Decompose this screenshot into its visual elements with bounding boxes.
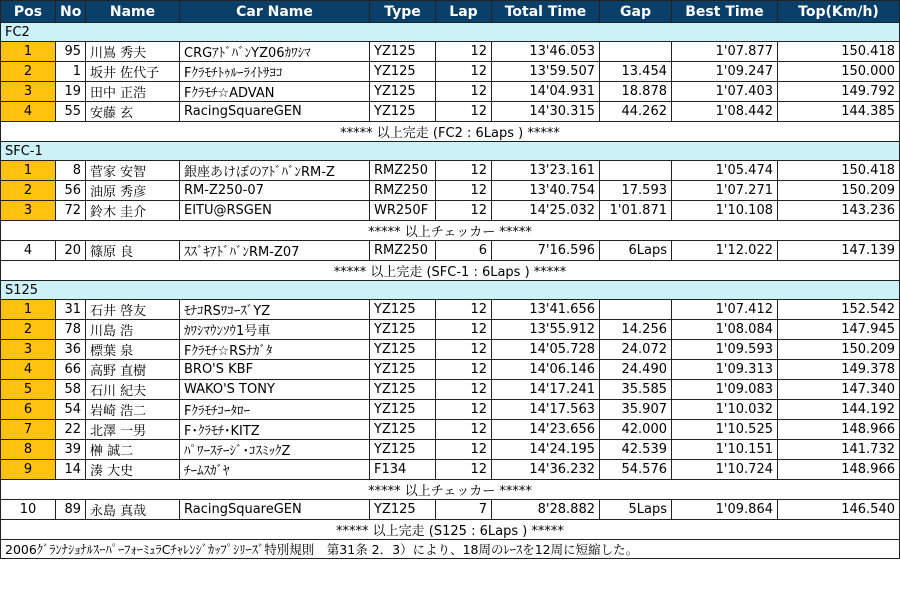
cell-type: RMZ250 — [370, 161, 436, 181]
cell-total: 14'24.195 — [492, 440, 600, 460]
cell-best: 1'08.084 — [672, 320, 778, 340]
cell-type: F134 — [370, 460, 436, 480]
finish-note-text: ***** 以上完走 (S125 : 6Laps ) ***** — [1, 520, 900, 540]
result-row — [1, 82, 900, 102]
cell-lap: 12 — [436, 460, 492, 480]
cell-name: 永島 真哉 — [86, 500, 180, 520]
cell-best: 1'07.412 — [672, 300, 778, 320]
cell-total: 14'23.656 — [492, 420, 600, 440]
class-header-text: SFC-1 — [1, 142, 900, 161]
cell-car: RacingSquareGEN — [180, 102, 370, 122]
cell-pos: 4 — [1, 241, 56, 261]
result-row — [1, 440, 900, 460]
cell-type: YZ125 — [370, 380, 436, 400]
cell-car: Fｸﾗﾓﾁ☆ADVAN — [180, 82, 370, 102]
cell-type: YZ125 — [370, 102, 436, 122]
cell-total: 7'16.596 — [492, 241, 600, 261]
cell-best: 1'07.403 — [672, 82, 778, 102]
cell-type: YZ125 — [370, 42, 436, 62]
result-row — [1, 460, 900, 480]
cell-no: 56 — [56, 181, 86, 201]
cell-total: 14'06.146 — [492, 360, 600, 380]
cell-lap: 12 — [436, 161, 492, 181]
cell-car: Fｸﾗﾓﾁｺｰﾀﾛｰ — [180, 400, 370, 420]
cell-top: 144.192 — [778, 400, 900, 420]
cell-gap — [600, 300, 672, 320]
header-no: No — [56, 1, 86, 23]
cell-no: 66 — [56, 360, 86, 380]
cell-car: ｶﾜｼﾏｳﾝｿｳ1号車 — [180, 320, 370, 340]
result-row — [1, 360, 900, 380]
cell-total: 8'28.882 — [492, 500, 600, 520]
cell-name: 安藤 玄 — [86, 102, 180, 122]
cell-best: 1'08.442 — [672, 102, 778, 122]
cell-car: ﾊﾟﾜｰｽﾃｰｼﾞ･ｺｽﾐｯｸZ — [180, 440, 370, 460]
cell-car: RacingSquareGEN — [180, 500, 370, 520]
cell-total: 14'30.315 — [492, 102, 600, 122]
cell-pos: 5 — [1, 380, 56, 400]
cell-pos: 4 — [1, 360, 56, 380]
cell-gap: 42.000 — [600, 420, 672, 440]
cell-no: 31 — [56, 300, 86, 320]
cell-type: YZ125 — [370, 400, 436, 420]
class-header — [1, 142, 900, 161]
cell-name: 高野 直樹 — [86, 360, 180, 380]
cell-total: 14'17.241 — [492, 380, 600, 400]
cell-gap: 54.576 — [600, 460, 672, 480]
cell-pos: 10 — [1, 500, 56, 520]
cell-pos: 8 — [1, 440, 56, 460]
cell-no: 19 — [56, 82, 86, 102]
cell-top: 143.236 — [778, 201, 900, 221]
cell-type: WR250F — [370, 201, 436, 221]
result-row — [1, 320, 900, 340]
result-row — [1, 500, 900, 520]
cell-pos: 1 — [1, 300, 56, 320]
cell-total: 13'23.161 — [492, 161, 600, 181]
cell-total: 13'55.912 — [492, 320, 600, 340]
cell-total: 14'05.728 — [492, 340, 600, 360]
header-top-speed: Top(Km/h) — [778, 1, 900, 23]
cell-no: 55 — [56, 102, 86, 122]
cell-no: 39 — [56, 440, 86, 460]
class-header-text: FC2 — [1, 23, 900, 42]
cell-name: 川島 浩 — [86, 320, 180, 340]
cell-lap: 12 — [436, 420, 492, 440]
cell-name: 鈴木 圭介 — [86, 201, 180, 221]
checker-note — [1, 480, 900, 500]
cell-car: 銀座あけぼのｱﾄﾞﾊﾞﾝRM-Z — [180, 161, 370, 181]
finish-note-text: ***** 以上完走 (FC2 : 6Laps ) ***** — [1, 122, 900, 142]
cell-lap: 12 — [436, 440, 492, 460]
header-total-time: Total Time — [492, 1, 600, 23]
cell-no: 78 — [56, 320, 86, 340]
cell-best: 1'12.022 — [672, 241, 778, 261]
cell-top: 150.418 — [778, 42, 900, 62]
cell-gap — [600, 161, 672, 181]
result-row — [1, 102, 900, 122]
finish-note — [1, 261, 900, 281]
cell-name: 北澤 一男 — [86, 420, 180, 440]
class-header-text: S125 — [1, 281, 900, 300]
cell-lap: 12 — [436, 62, 492, 82]
cell-pos: 2 — [1, 62, 56, 82]
cell-name: 坂井 佐代子 — [86, 62, 180, 82]
cell-no: 22 — [56, 420, 86, 440]
header-car-name: Car Name — [180, 1, 370, 23]
cell-car: EITU@RSGEN — [180, 201, 370, 221]
cell-total: 14'17.563 — [492, 400, 600, 420]
cell-top: 150.209 — [778, 340, 900, 360]
cell-best: 1'09.247 — [672, 62, 778, 82]
cell-no: 95 — [56, 42, 86, 62]
cell-no: 89 — [56, 500, 86, 520]
cell-top: 149.378 — [778, 360, 900, 380]
class-header — [1, 23, 900, 42]
cell-lap: 7 — [436, 500, 492, 520]
cell-gap — [600, 42, 672, 62]
cell-type: RMZ250 — [370, 241, 436, 261]
result-row — [1, 400, 900, 420]
regulation-note-text: 2006ｸﾞﾗﾝﾅｼｮﾅﾙｽｰﾊﾟｰﾌｫｰﾐｭﾗCﾁｬﾚﾝｼﾞｶｯﾌﾟｼﾘｰｽﾞ特別規則 第31条 2．3）により、18周のﾚｰｽを12周に短縮した。 — [1, 540, 900, 559]
cell-pos: 2 — [1, 320, 56, 340]
cell-no: 20 — [56, 241, 86, 261]
result-row — [1, 42, 900, 62]
cell-type: YZ125 — [370, 320, 436, 340]
cell-total: 13'59.507 — [492, 62, 600, 82]
cell-car: Fｸﾗﾓﾁﾄｩﾙｰﾗｲﾄｻﾖｺ — [180, 62, 370, 82]
header-type: Type — [370, 1, 436, 23]
cell-lap: 12 — [436, 400, 492, 420]
cell-lap: 12 — [436, 201, 492, 221]
cell-type: YZ125 — [370, 500, 436, 520]
cell-gap: 1'01.871 — [600, 201, 672, 221]
cell-best: 1'09.593 — [672, 340, 778, 360]
finish-note — [1, 122, 900, 142]
cell-type: YZ125 — [370, 300, 436, 320]
cell-best: 1'09.083 — [672, 380, 778, 400]
cell-top: 146.540 — [778, 500, 900, 520]
cell-top: 148.966 — [778, 420, 900, 440]
cell-car: ﾓﾅｺRSﾜｺｰｽﾞYZ — [180, 300, 370, 320]
cell-type: YZ125 — [370, 62, 436, 82]
cell-lap: 12 — [436, 320, 492, 340]
class-header — [1, 281, 900, 300]
cell-gap: 42.539 — [600, 440, 672, 460]
cell-pos: 1 — [1, 42, 56, 62]
cell-gap: 13.454 — [600, 62, 672, 82]
finish-note — [1, 520, 900, 540]
cell-best: 1'09.313 — [672, 360, 778, 380]
cell-name: 川嶌 秀夫 — [86, 42, 180, 62]
checker-note-text: ***** 以上チェッカー ***** — [1, 480, 900, 500]
result-row — [1, 241, 900, 261]
header-gap: Gap — [600, 1, 672, 23]
cell-total: 13'40.754 — [492, 181, 600, 201]
cell-top: 152.542 — [778, 300, 900, 320]
cell-best: 1'07.877 — [672, 42, 778, 62]
cell-total: 13'46.053 — [492, 42, 600, 62]
result-row — [1, 62, 900, 82]
cell-best: 1'10.525 — [672, 420, 778, 440]
cell-gap: 17.593 — [600, 181, 672, 201]
cell-pos: 3 — [1, 340, 56, 360]
cell-best: 1'10.151 — [672, 440, 778, 460]
cell-top: 150.000 — [778, 62, 900, 82]
cell-total: 14'04.931 — [492, 82, 600, 102]
cell-pos: 2 — [1, 181, 56, 201]
cell-name: 田中 正浩 — [86, 82, 180, 102]
header-best-time: Best Time — [672, 1, 778, 23]
cell-no: 14 — [56, 460, 86, 480]
cell-no: 58 — [56, 380, 86, 400]
result-row — [1, 300, 900, 320]
cell-no: 36 — [56, 340, 86, 360]
cell-name: 湊 大史 — [86, 460, 180, 480]
cell-gap: 24.490 — [600, 360, 672, 380]
cell-lap: 12 — [436, 340, 492, 360]
cell-car: CRGｱﾄﾞﾊﾞﾝYZ06ｶﾜｼﾏ — [180, 42, 370, 62]
cell-top: 147.945 — [778, 320, 900, 340]
cell-type: RMZ250 — [370, 181, 436, 201]
cell-top: 147.139 — [778, 241, 900, 261]
cell-car: Fｸﾗﾓﾁ☆RSﾅｶﾞﾀ — [180, 340, 370, 360]
cell-lap: 6 — [436, 241, 492, 261]
cell-car: WAKO'S TONY — [180, 380, 370, 400]
result-row — [1, 380, 900, 400]
cell-gap: 24.072 — [600, 340, 672, 360]
cell-pos: 4 — [1, 102, 56, 122]
cell-name: 標葉 泉 — [86, 340, 180, 360]
cell-gap: 18.878 — [600, 82, 672, 102]
cell-total: 14'25.032 — [492, 201, 600, 221]
cell-lap: 12 — [436, 300, 492, 320]
cell-gap: 5Laps — [600, 500, 672, 520]
cell-name: 篠原 良 — [86, 241, 180, 261]
header-lap: Lap — [436, 1, 492, 23]
cell-name: 石川 紀夫 — [86, 380, 180, 400]
cell-no: 72 — [56, 201, 86, 221]
cell-lap: 12 — [436, 102, 492, 122]
cell-name: 岩崎 浩二 — [86, 400, 180, 420]
cell-no: 54 — [56, 400, 86, 420]
cell-top: 150.209 — [778, 181, 900, 201]
checker-note-text: ***** 以上チェッカー ***** — [1, 221, 900, 241]
cell-best: 1'10.108 — [672, 201, 778, 221]
result-row — [1, 201, 900, 221]
cell-type: YZ125 — [370, 360, 436, 380]
cell-best: 1'10.724 — [672, 460, 778, 480]
cell-name: 榊 誠二 — [86, 440, 180, 460]
cell-car: ﾁｰﾑｽｶﾞﾔ — [180, 460, 370, 480]
cell-lap: 12 — [436, 82, 492, 102]
cell-top: 147.340 — [778, 380, 900, 400]
result-row — [1, 181, 900, 201]
cell-total: 14'36.232 — [492, 460, 600, 480]
cell-gap: 44.262 — [600, 102, 672, 122]
cell-pos: 7 — [1, 420, 56, 440]
result-row — [1, 340, 900, 360]
cell-type: YZ125 — [370, 82, 436, 102]
cell-best: 1'05.474 — [672, 161, 778, 181]
cell-top: 149.792 — [778, 82, 900, 102]
cell-best: 1'07.271 — [672, 181, 778, 201]
result-row — [1, 161, 900, 181]
checker-note — [1, 221, 900, 241]
cell-lap: 12 — [436, 360, 492, 380]
regulation-note — [1, 540, 900, 559]
cell-top: 144.385 — [778, 102, 900, 122]
cell-no: 1 — [56, 62, 86, 82]
cell-name: 菅家 安智 — [86, 161, 180, 181]
cell-top: 141.732 — [778, 440, 900, 460]
cell-top: 148.966 — [778, 460, 900, 480]
result-row — [1, 420, 900, 440]
header-row — [1, 1, 900, 23]
cell-name: 油原 秀彦 — [86, 181, 180, 201]
cell-type: YZ125 — [370, 420, 436, 440]
header-pos: Pos — [1, 1, 56, 23]
cell-name: 石井 啓友 — [86, 300, 180, 320]
cell-best: 1'10.032 — [672, 400, 778, 420]
cell-gap: 35.907 — [600, 400, 672, 420]
cell-lap: 12 — [436, 181, 492, 201]
cell-top: 150.418 — [778, 161, 900, 181]
cell-lap: 12 — [436, 42, 492, 62]
finish-note-text: ***** 以上完走 (SFC-1 : 6Laps ) ***** — [1, 261, 900, 281]
cell-pos: 1 — [1, 161, 56, 181]
cell-pos: 3 — [1, 201, 56, 221]
cell-pos: 3 — [1, 82, 56, 102]
cell-car: ｽｽﾞｷｱﾄﾞﾊﾞﾝRM-Z07 — [180, 241, 370, 261]
cell-no: 8 — [56, 161, 86, 181]
cell-type: YZ125 — [370, 440, 436, 460]
header-name: Name — [86, 1, 180, 23]
cell-car: F･ｸﾗﾓﾁ･KITZ — [180, 420, 370, 440]
cell-total: 13'41.656 — [492, 300, 600, 320]
cell-pos: 9 — [1, 460, 56, 480]
cell-lap: 12 — [436, 380, 492, 400]
cell-gap: 6Laps — [600, 241, 672, 261]
cell-car: BRO'S KBF — [180, 360, 370, 380]
cell-pos: 6 — [1, 400, 56, 420]
cell-car: RM-Z250-07 — [180, 181, 370, 201]
cell-gap: 35.585 — [600, 380, 672, 400]
cell-type: YZ125 — [370, 340, 436, 360]
cell-gap: 14.256 — [600, 320, 672, 340]
cell-best: 1'09.864 — [672, 500, 778, 520]
